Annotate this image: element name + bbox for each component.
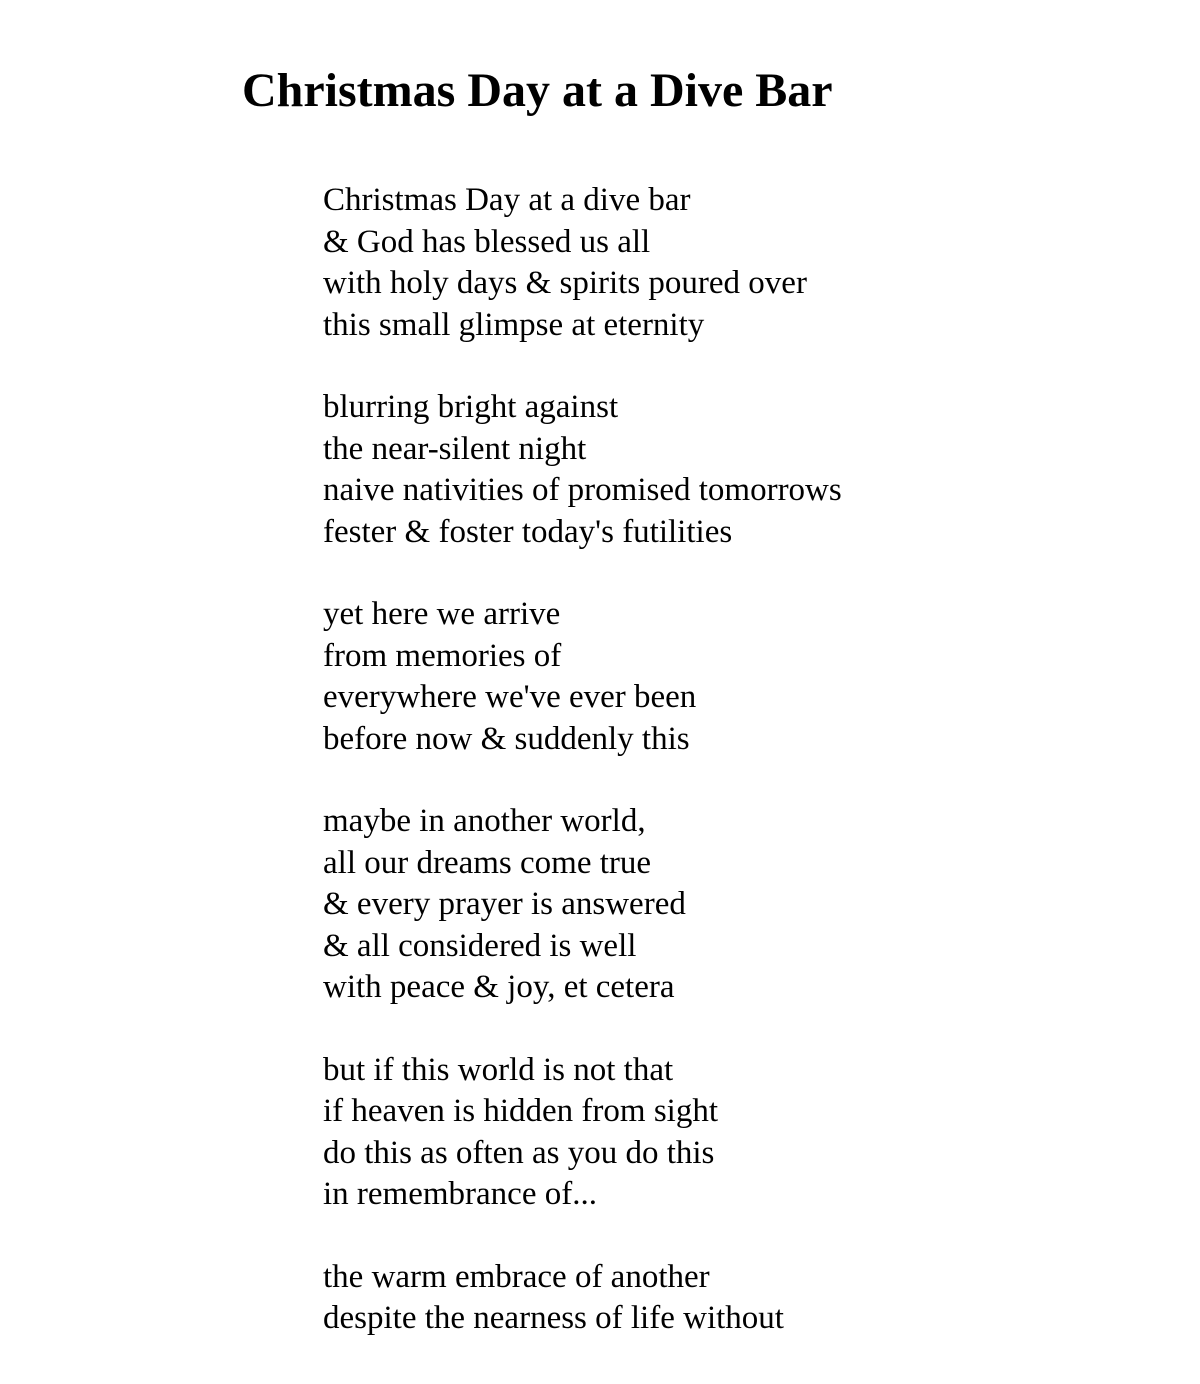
- poem-line: in remembrance of...: [323, 1176, 597, 1212]
- poem-line: do this as often as you do this: [323, 1134, 715, 1171]
- poem-line: before now & suddenly this: [323, 720, 690, 757]
- poem-line: this small glimpse at eternity: [323, 306, 705, 343]
- poem-line: all our dreams come true: [323, 844, 652, 881]
- poem-line: & all considered is well: [323, 927, 637, 964]
- poem-line: blurring bright against: [323, 389, 619, 425]
- poem-line: yet here we arrive: [323, 596, 561, 632]
- poem-line: if heaven is hidden from sight: [323, 1093, 719, 1129]
- poem-line: Christmas Day at a dive bar: [323, 182, 691, 218]
- stanza-2: [323, 387, 1143, 553]
- poem-line: fester & foster today's futilities: [323, 513, 733, 550]
- stanza-4: [323, 801, 1143, 1009]
- poem-body: [323, 180, 1143, 1381]
- poem-line: from memories of: [323, 637, 562, 674]
- stanza-1: [323, 180, 1143, 346]
- stanza-6: [323, 1257, 1143, 1340]
- poem-line: naive nativities of promised tomorrows: [323, 472, 842, 508]
- poem-line: despite the nearness of life without: [323, 1300, 784, 1336]
- poem-line: the near-silent night: [323, 430, 587, 467]
- stanza-3: [323, 594, 1143, 760]
- poem-line: with holy days & spirits poured over: [323, 265, 807, 301]
- poem-line: & God has blessed us all: [323, 223, 651, 260]
- poem-line: but if this world is not that: [323, 1051, 674, 1088]
- poem-line: & every prayer is answered: [323, 886, 686, 922]
- poem-line: the warm embrace of another: [323, 1258, 710, 1295]
- poem-line: with peace & joy, et cetera: [323, 969, 675, 1005]
- stanza-5: [323, 1050, 1143, 1216]
- poem-title: Christmas Day at a Dive Bar: [242, 64, 833, 117]
- poem-line: maybe in another world,: [323, 803, 646, 839]
- poem-line: everywhere we've ever been: [323, 679, 697, 715]
